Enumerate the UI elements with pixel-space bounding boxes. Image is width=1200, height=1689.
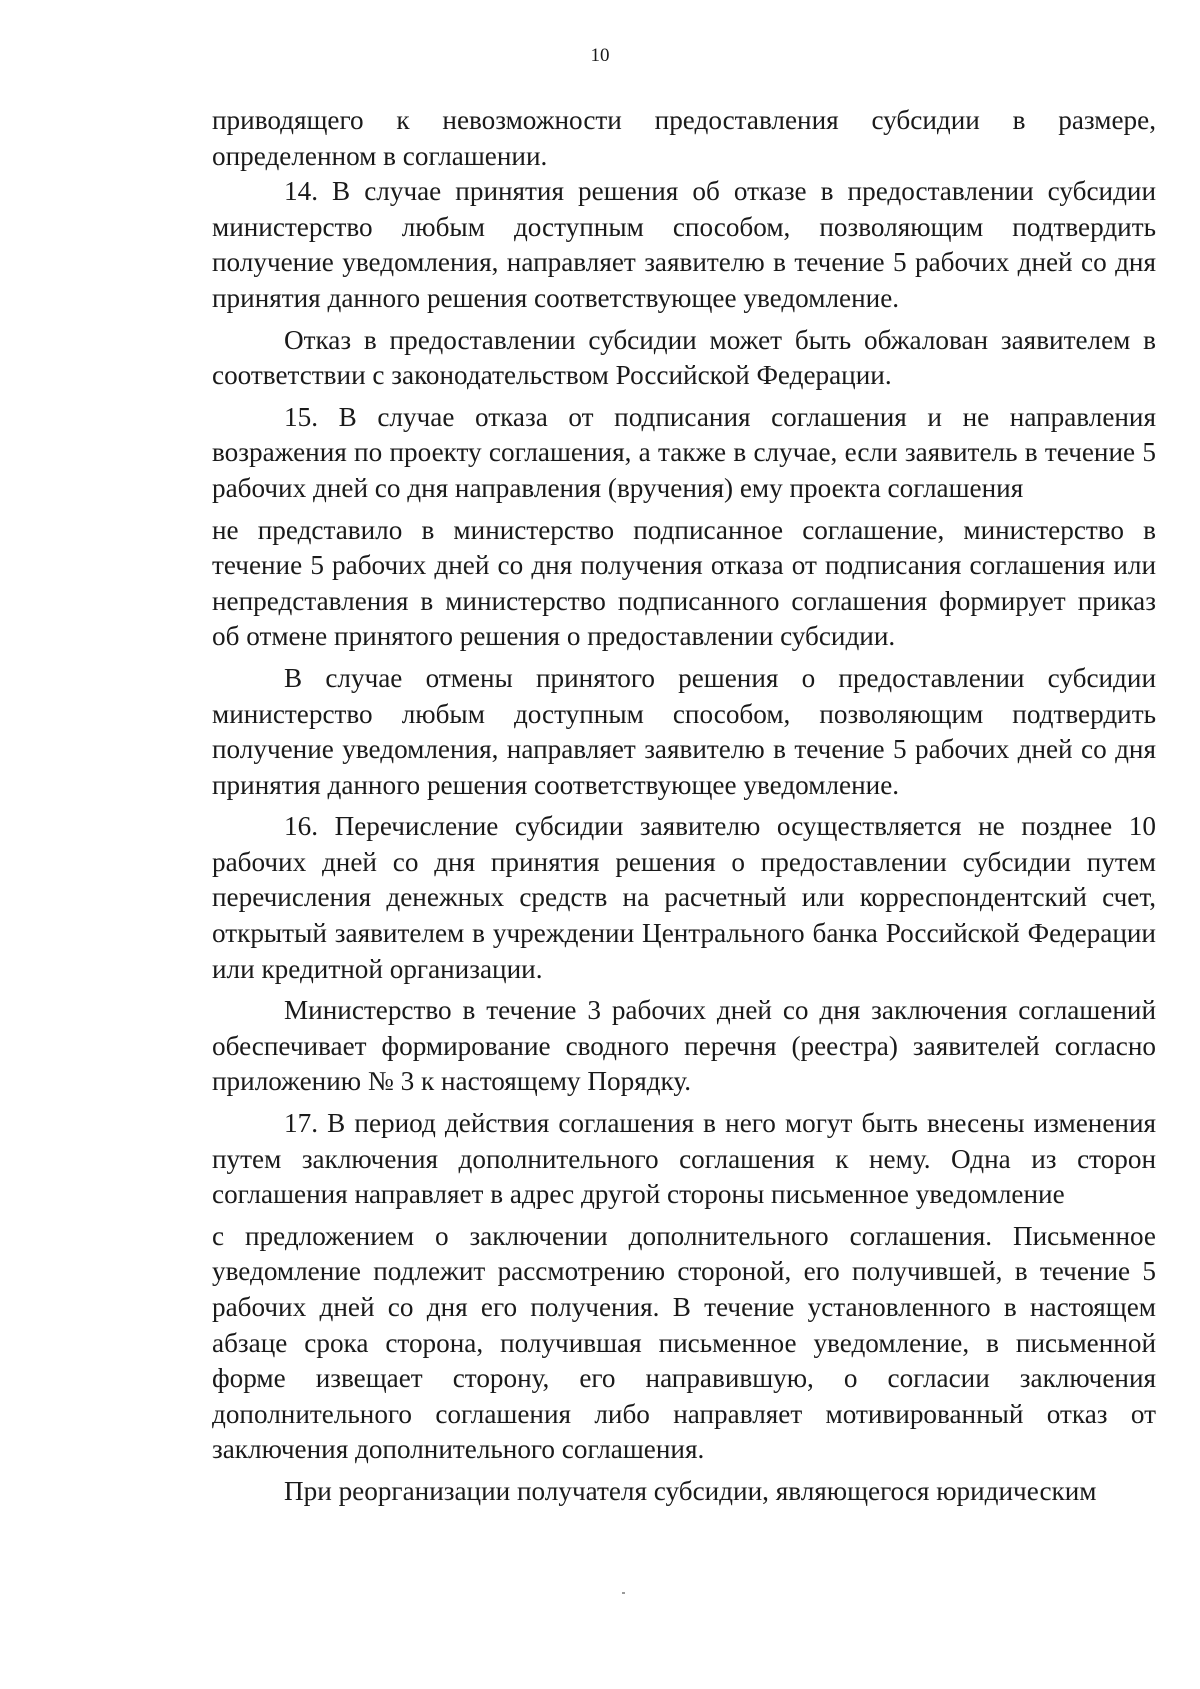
paragraph-continuation: приводящего к невозможности предоставления субсидии в размере, определенном в соглашении. xyxy=(212,105,1156,171)
paragraph-reorganization: При реорганизации получателя субсидии, являющегося юридическим xyxy=(284,1475,1097,1506)
paragraph-item-15-continuation: не представило в министерство подписанное соглашение, министерство в течение 5 рабочих дней со дня получения отказа от подписания соглашения или непредставления в министерство подписанного соглашения формирует приказ об отмене принятого решения о предоставлении субсидии. xyxy=(212,514,1156,652)
paragraph-item-15: 15. В случае отказа от подписания соглашения и не направления возражения по проекту соглашения, а также в случае, если заявитель в течение 5 рабочих дней со дня направления (вручения) ему проекта соглашения xyxy=(212,401,1156,503)
paragraph-registry: Министерство в течение 3 рабочих дней со дня заключения соглашений обеспечивает формирование сводного перечня (реестра) заявителей согласно приложению № 3 к настоящему Порядку. xyxy=(212,995,1156,1097)
paragraph-item-16: 16. Перечисление субсидии заявителю осуществляется не позднее 10 рабочих дней со дня принятия решения о предоставлении субсидии путем перечисления денежных средств на расчетный или корреспондентский счет, открытый заявителем в учреждении Центрального банка Российской Федерации или кредитной организации. xyxy=(212,811,1156,984)
paragraph-cancellation-notice: В случае отмены принятого решения о предоставлении субсидии министерство любым доступным способом, позволяющим подтвердить получение уведомления, направляет заявителю в течение 5 рабочих дней со дня принятия данного решения соответствующее уведомление. xyxy=(212,662,1156,800)
paragraph-refusal-appeal: Отказ в предоставлении субсидии может быть обжалован заявителем в соответствии с законодательством Российской Федерации. xyxy=(212,324,1156,391)
paragraph-item-14: 14. В случае принятия решения об отказе в предоставлении субсидии министерство любым доступным способом, позволяющим подтвердить получение уведомления, направляет заявителю в течение 5 рабочих дней со дня принятия данного решения соответствующее уведомление. xyxy=(212,176,1156,313)
scan-artifact xyxy=(622,1592,625,1594)
page-number: 10 xyxy=(590,45,610,66)
paragraph-item-17: 17. В период действия соглашения в него могут быть внесены изменения путем заключения дополнительного соглашения к нему. Одна из сторон соглашения направляет в адрес другой стороны письменное уведомление xyxy=(212,1108,1156,1210)
paragraph-item-17-continuation: с предложением о заключении дополнительного соглашения. Письменное уведомление подлежит рассмотрению стороной, его получившей, в течение 5 рабочих дней со дня его получения. В течение установленного в настоящем абзаце срока сторона, получившая письменное уведомление, в письменной форме извещает сторону, его направившую, о согласии заключения дополнительного соглашения либо направляет мотивированный отказ от заключения дополнительного соглашения. xyxy=(212,1220,1156,1465)
document-body xyxy=(212,103,1156,1510)
